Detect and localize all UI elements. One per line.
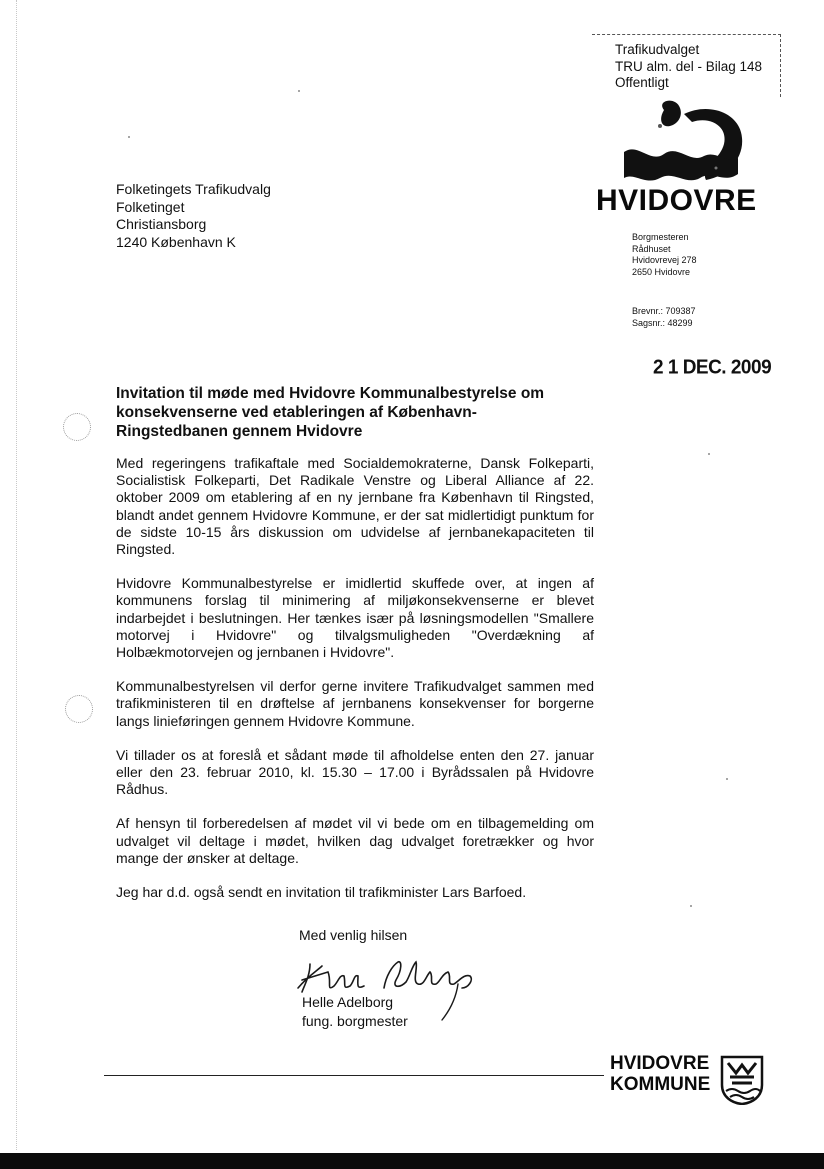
signer-name: Helle Adelborg: [302, 994, 394, 1010]
letter-body: [116, 455, 594, 918]
footer-line: HVIDOVRE: [610, 1053, 710, 1074]
body-paragraph: Vi tillader os at foreslå et sådant møde til afholdelse enten den 27. januar eller den 23. februar 2010, kl. 15.30 – 17.00 i Byrådssalen på Hvidovre Rådhus.: [116, 746, 594, 798]
scan-speck: [708, 453, 710, 455]
sender-street: Hvidovrevej 278: [632, 255, 697, 265]
footer-rule: [104, 1075, 604, 1076]
body-paragraph: Kommunalbestyrelsen vil derfor gerne invitere Trafikudvalget sammen med trafikministeren til en drøftelse af jernbanens konsekvenser for borgerne langs linieføringen gennem Hvidovre Kommune.: [116, 678, 594, 729]
sender-city: 2650 Hvidovre: [632, 266, 691, 277]
scan-edge-bar: [0, 1153, 824, 1169]
body-paragraph: Hvidovre Kommunalbestyrelse er imidlertid skuffede over, at ingen af kommunens forslag til minimering af miljøkonsekvenserne er blevet indarbejdet i beslutningen. Her tænkes især på løsningsmodellen "Smallere motorvej i Hvidovre" og tilvalgsmuligheden "Overdækning af Holbækmotorvejen og jernbanen i Hvidovre".: [116, 575, 594, 661]
closing-greeting: Med venlig hilsen: [299, 927, 408, 943]
recipient-line: 1240 København K: [116, 233, 236, 250]
scan-margin-line: [16, 0, 17, 1150]
recipient-address: [116, 181, 271, 251]
punch-hole-top: [63, 413, 91, 441]
recipient-line: Folketinget: [116, 198, 185, 215]
hvidovre-logo-wordmark: HVIDOVRE: [596, 184, 757, 217]
punch-hole-bottom: [65, 695, 93, 723]
case-number: Sagsnr.: 48299: [632, 317, 693, 328]
municipal-crest-icon: [720, 1055, 764, 1105]
scan-speck: [690, 905, 692, 907]
scan-speck: [298, 90, 300, 92]
footer-wordmark: [610, 1053, 710, 1095]
signer-block: [302, 993, 408, 1031]
recipient-line: Folketingets Trafikudvalg: [116, 181, 271, 197]
recipient-line: Christiansborg: [116, 216, 207, 232]
reference-numbers: [632, 306, 696, 329]
letter-number: Brevnr.: 709387: [632, 306, 696, 316]
body-paragraph: Af hensyn til forberedelsen af mødet vil vi bede om en tilbagemelding om udvalget vil deltage i mødet, hvilken dag udvalget foretrækker og hvor mange der ønsker at deltage.: [116, 815, 594, 866]
footer-line: KOMMUNE: [610, 1074, 711, 1095]
archive-stamp: [615, 42, 762, 92]
stamp-committee: Trafikudvalget: [615, 42, 700, 57]
hvidovre-logo-icon: [620, 98, 760, 194]
scan-speck: [128, 136, 130, 138]
stamp-status: Offentligt: [615, 75, 669, 90]
scan-speck: [726, 778, 728, 780]
body-paragraph: Jeg har d.d. også sendt en invitation til trafikminister Lars Barfoed.: [116, 884, 527, 901]
letter-subject: Invitation til møde med Hvidovre Kommunalbestyrelse om konsekvenserne ved etableringen af København-Ringstedbanen gennem Hvidovre: [116, 385, 545, 440]
sender-address: [632, 232, 697, 278]
body-paragraph: Med regeringens trafikaftale med Socialdemokraterne, Dansk Folkeparti, Socialistisk Folkeparti, Det Radikale Venstre og Liberal Alliance af 22. oktober 2009 om etablering af en ny jernbane fra København til Ringsted, blandt andet gennem Hvidovre Kommune, er der sat midlertidigt punktum for de sidste 10-15 års diskussion om udvidelse af jernbanekapaciteten til Ringsted.: [116, 455, 594, 558]
date-stamp: 2 1 DEC. 2009: [653, 356, 772, 379]
stamp-reference: TRU alm. del - Bilag 148: [615, 58, 763, 74]
sender-title: Borgmesteren: [632, 232, 689, 242]
sender-building: Rådhuset: [632, 243, 671, 254]
signer-role: fung. borgmester: [302, 1013, 408, 1029]
